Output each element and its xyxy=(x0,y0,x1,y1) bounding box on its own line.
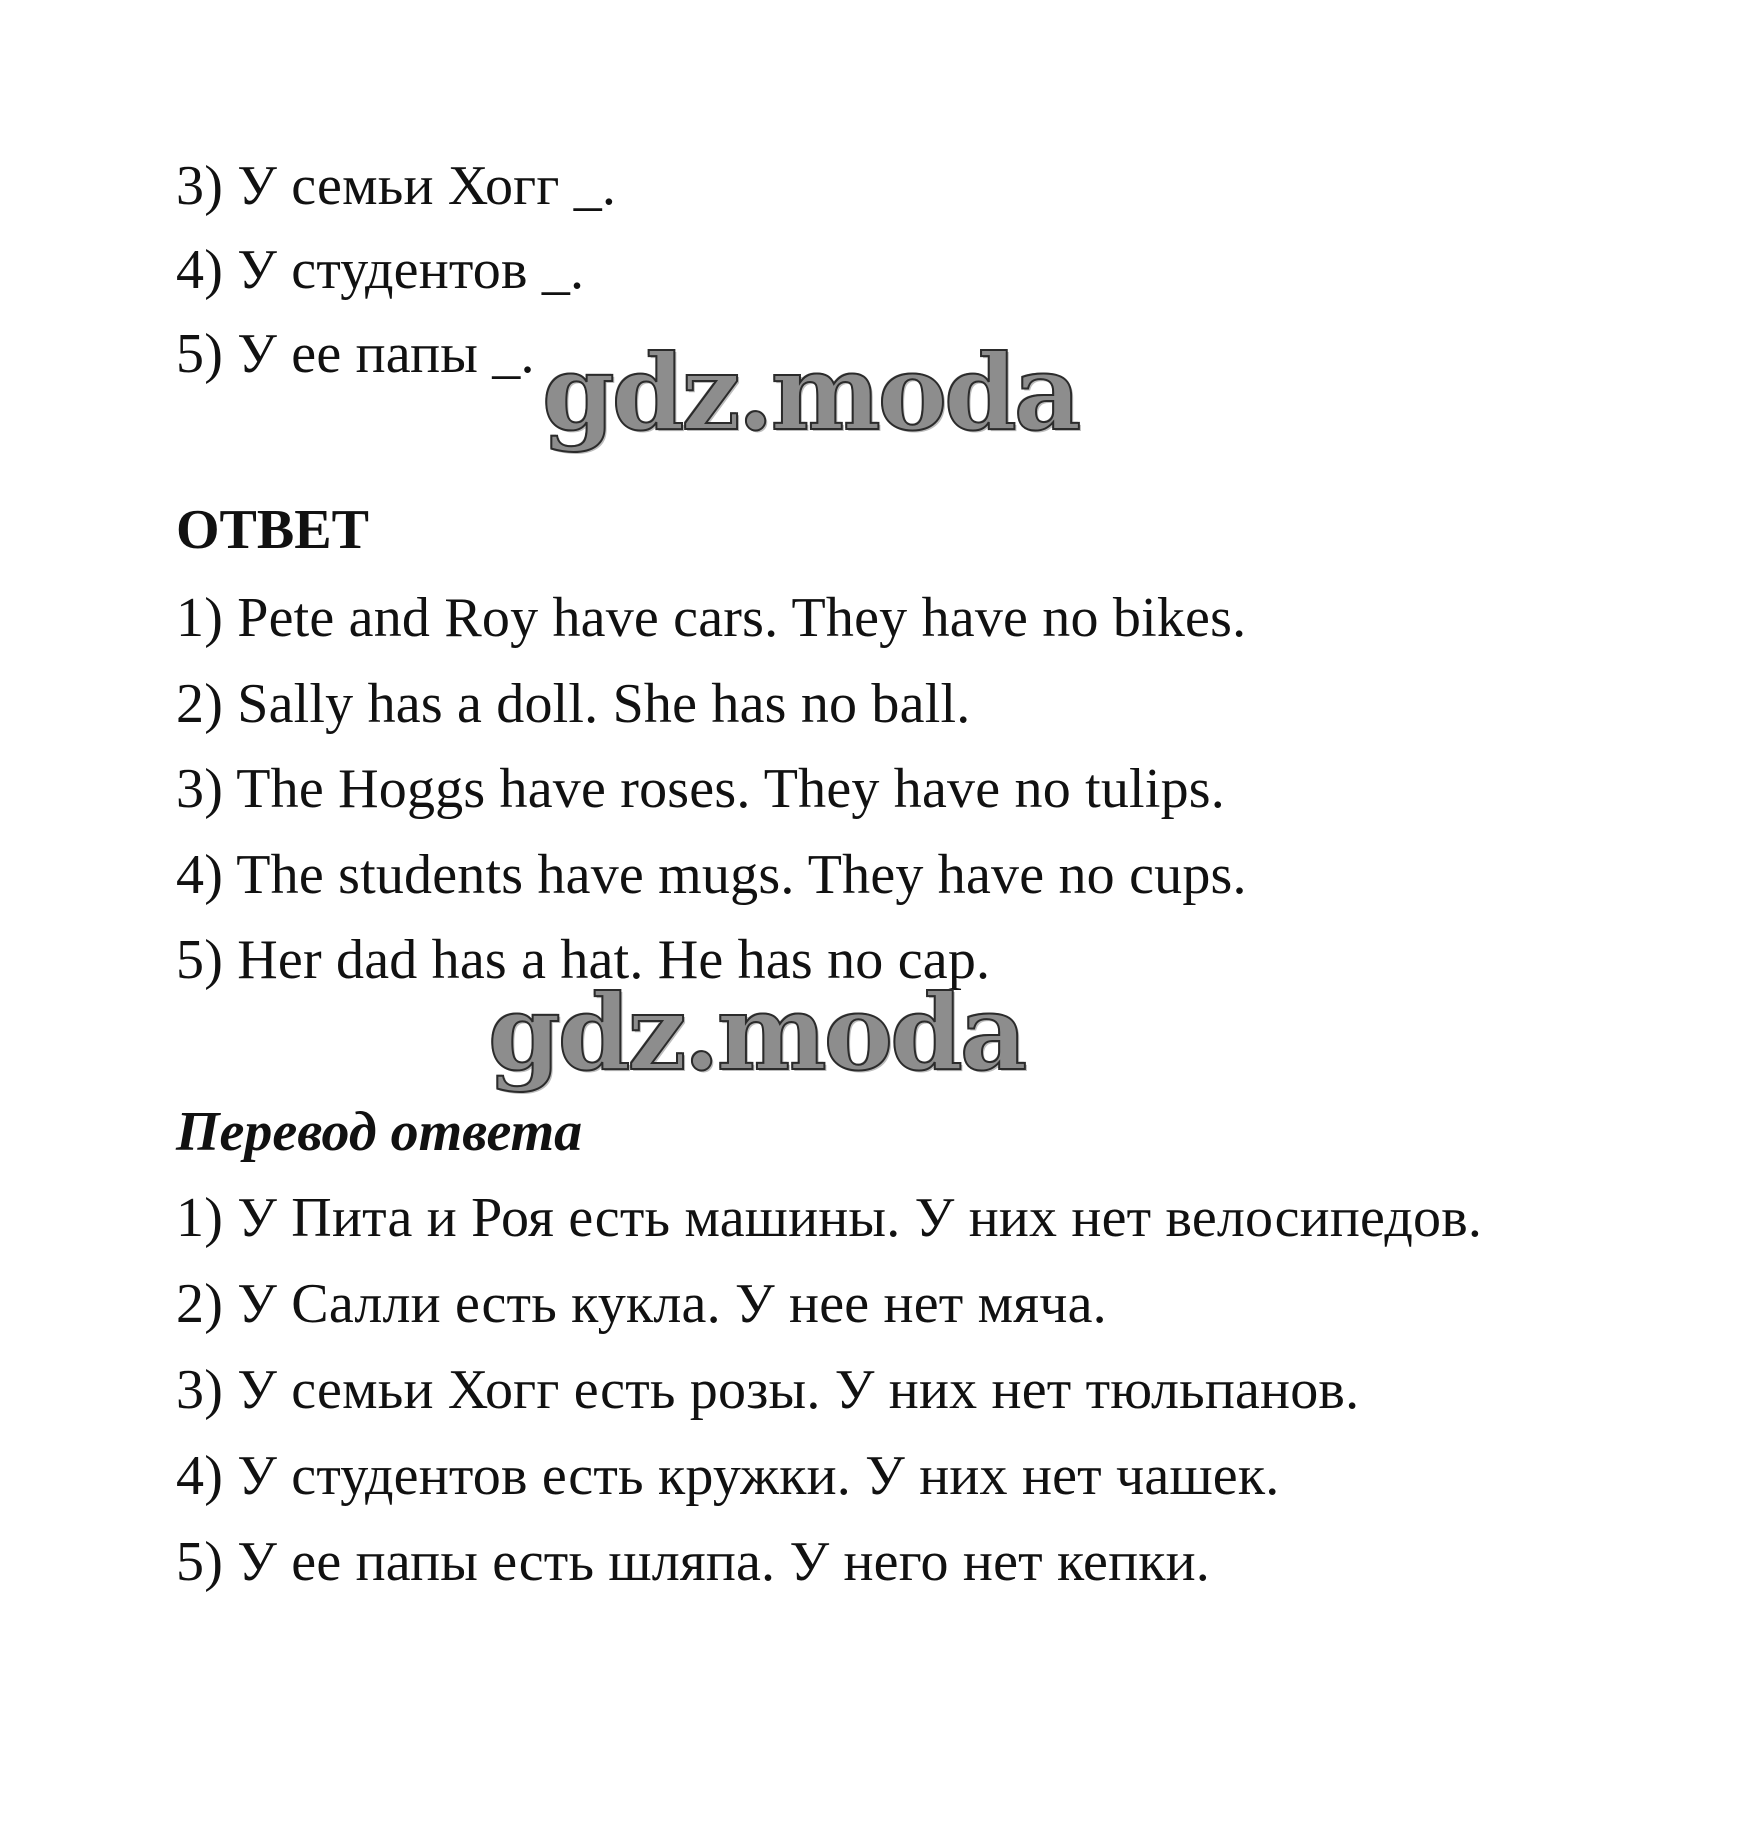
answer-item-2: 2) Sally has a doll. She has no ball. xyxy=(176,673,971,735)
translation-heading: Перевод ответа xyxy=(176,1101,583,1163)
answer-item-5: 5) Her dad has a hat. He has no cap. xyxy=(176,929,991,991)
translation-item-3: 3) У семьи Хогг есть розы. У них нет тюльпанов. xyxy=(176,1359,1360,1421)
exercise-item-3: 3) У семьи Хогг _. xyxy=(176,155,617,217)
translation-item-2: 2) У Салли есть кукла. У нее нет мяча. xyxy=(176,1273,1107,1335)
watermark-middle: gdz.moda xyxy=(488,971,1025,1094)
exercise-item-4: 4) У студентов _. xyxy=(176,239,585,301)
answer-item-1: 1) Pete and Roy have cars. They have no bikes. xyxy=(176,587,1247,649)
translation-item-4: 4) У студентов есть кружки. У них нет чашек. xyxy=(176,1445,1280,1507)
answer-item-3: 3) The Hoggs have roses. They have no tulips. xyxy=(176,758,1225,820)
watermark-top: gdz.moda xyxy=(542,331,1079,454)
translation-item-5: 5) У ее папы есть шляпа. У него нет кепки. xyxy=(176,1531,1211,1593)
exercise-item-5: 5) У ее папы _. xyxy=(176,323,535,385)
answer-item-4: 4) The students have mugs. They have no cups. xyxy=(176,844,1247,906)
answer-heading: ОТВЕТ xyxy=(176,499,369,561)
translation-item-1: 1) У Пита и Роя есть машины. У них нет велосипедов. xyxy=(176,1187,1483,1249)
